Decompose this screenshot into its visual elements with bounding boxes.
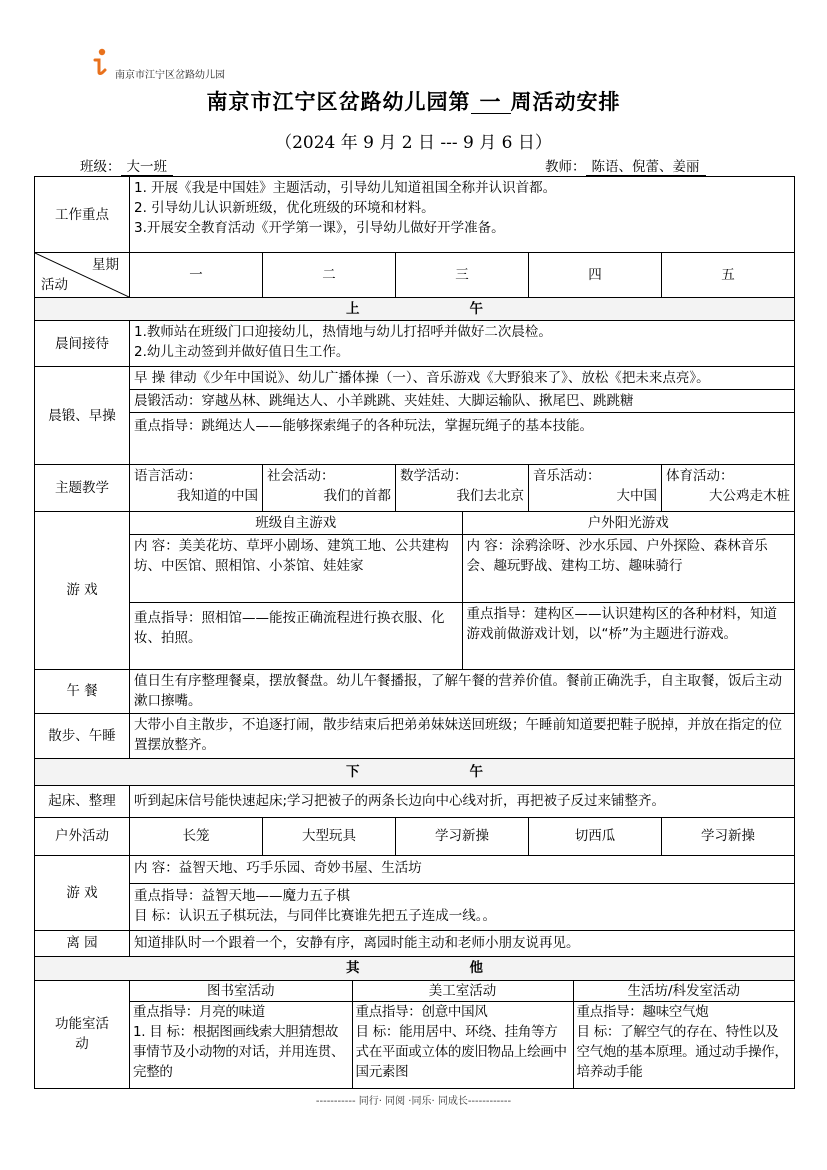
exercise-row (35, 367, 795, 465)
class-games-content: 内 容：美美花坊、草坪小剧场、建筑工地、公共建构坊、中医馆、照相馆、小茶馆、娃娃家 (130, 535, 462, 603)
nap-row (35, 713, 795, 758)
theme-type: 社会活动： (267, 468, 335, 484)
other-bar-cell (35, 956, 795, 980)
theme-type: 数学活动： (400, 468, 468, 484)
weekday-cell: 二 (263, 253, 396, 298)
theme-cell (529, 465, 662, 512)
room-detail (573, 1001, 794, 1088)
schedule-table (34, 176, 795, 1089)
pm-games-guide (130, 883, 794, 928)
theme-label: 主题教学 (35, 465, 130, 512)
bar-left-text: 其 (346, 959, 360, 976)
pm-games-guide-text: 重点指导：益智天地——魔力五子棋 (134, 887, 350, 904)
morning-bar (35, 298, 795, 321)
afternoon-bar-cell (35, 758, 795, 785)
bar-right-text: 他 (469, 959, 483, 976)
exercise-guide-text: 重点指导：跳绳达人——能够探索绳子的各种玩法，掌握玩绳子的基本技能。 (134, 418, 593, 434)
pm-games-goal-text: 目 标：认识五子棋玩法，与同伴比赛谁先把五子连成一线。。 (134, 907, 497, 924)
outdoor-games-guide: 重点指导：建构区——认识建构区的各种材料，知道游戏前做游戏计划，以“桥”为主题进行游戏。 (466, 606, 777, 642)
nap-label: 散步、午睡 (35, 713, 130, 758)
corner-bottom-label: 活动 (41, 277, 68, 293)
outdoor-cell: 学习新操 (396, 817, 529, 855)
nap-content: 大带小自主散步，不追逐打闹，散步结束后把弟弟妹妹送回班级；午睡前知道要把鞋子脱掉，并放在指定的位置摆放整齐。 (130, 713, 795, 758)
pm-games-row (35, 855, 795, 930)
corner-top-label: 星期 (92, 257, 119, 273)
class-games-guide: 重点指导：照相馆——能按正确流程进行换衣服、化妆、拍照。 (130, 603, 462, 669)
weekday-cell: 五 (662, 253, 795, 298)
theme-type: 体育活动： (666, 468, 734, 484)
pm-games-list: 内 容：益智天地、巧手乐园、奇妙书屋、生活坊 (130, 856, 794, 884)
school-name: 南京市江宁区岔路幼儿园 (115, 70, 225, 81)
bar-left-text: 下 (346, 763, 360, 780)
class-games-title: 班级自主游戏 (130, 512, 462, 535)
focus-item: 2. 引导幼儿认识新班级，优化班级的环境和材料。 (134, 200, 435, 216)
games-row (35, 512, 795, 670)
exercise-label: 晨锻、早操 (35, 367, 130, 465)
focus-item: 3.开展安全教育活动《开学第一课》，引导幼儿做好开学准备。 (134, 220, 505, 236)
morning-exercise-text: 早 操 律动《少年中国说》、幼儿广播体操（一）、音乐游戏《大野狼来了》、放松《把未来点亮》。 (130, 367, 794, 390)
room-detail (130, 1001, 352, 1088)
weekday-corner (35, 253, 130, 298)
class-value: 大一班 (121, 155, 174, 176)
class-info (80, 155, 173, 176)
leave-content: 知道排队时一个跟着一个，安静有序，离园时能主动和老师小朋友说再见。 (130, 930, 795, 956)
weekday-cell: 四 (529, 253, 662, 298)
exercise-content (130, 367, 795, 465)
outdoor-cell: 大型玩具 (263, 817, 396, 855)
leave-row (35, 930, 795, 956)
theme-name: 我知道的中国 (177, 488, 258, 504)
outdoor-games-content: 内 容：涂鸦涂呀、沙水乐园、户外探险、森林音乐会、趣玩野战、建构工坊、趣味骑行 (462, 535, 794, 603)
outdoor-cell: 切西瓜 (529, 817, 662, 855)
reception-label: 晨间接待 (35, 321, 130, 367)
title-suffix: 周活动安排 (510, 90, 621, 114)
theme-cell (130, 465, 263, 512)
bar-right-text: 午 (469, 763, 483, 780)
theme-type: 语言活动： (134, 468, 202, 484)
weekday-row (35, 253, 795, 298)
weekday-cell: 一 (130, 253, 263, 298)
weekday-cell: 三 (396, 253, 529, 298)
outdoor-cell: 长笼 (130, 817, 263, 855)
morning-training-text: 晨锻活动：穿越丛林、跳绳达人、小羊跳跳、夹娃娃、大脚运输队、揪尾巴、跳跳糖 (130, 390, 794, 413)
wakeup-label: 起床、整理 (35, 785, 130, 817)
reception-item: 2.幼儿主动签到并做好值日生工作。 (134, 344, 350, 360)
reception-item: 1.教师站在班级门口迎接幼儿，热情地与幼儿打招呼并做好二次晨检。 (134, 324, 552, 340)
room-title: 美工室活动 (352, 981, 573, 1002)
rooms-label: 功能室活动 (35, 980, 130, 1089)
rooms-content (130, 980, 795, 1089)
date-range: （2024 年 9 月 2 日 --- 9 月 6 日） (275, 133, 552, 153)
games-content (130, 512, 795, 670)
pm-games-inner (130, 856, 794, 928)
wakeup-content: 听到起床信号能快速起床;学习把被子的两条长边向中心线对折，再把被子反过来铺整齐。 (130, 785, 795, 817)
outdoor-cell: 学习新操 (662, 817, 795, 855)
games-inner (130, 512, 794, 669)
lunch-row (35, 669, 795, 713)
games-label: 游 戏 (35, 512, 130, 670)
theme-name: 我们去北京 (456, 488, 524, 504)
afternoon-bar (35, 758, 795, 785)
room-goal: 目 标：了解空气的存在、特性以及空气炮的基本原理。通过动手操作，培养动手能 (576, 1023, 788, 1080)
other-bar (35, 956, 795, 980)
theme-name: 大公鸡走木桩 (709, 488, 790, 504)
focus-content (130, 177, 795, 253)
room-goal: 目 标：能用居中、环绕、挂角等方式在平面或立体的废旧物品上绘画中国元素图 (355, 1023, 567, 1080)
focus-label: 工作重点 (35, 177, 130, 253)
room-goal: 1. 目 标：根据图画线索大胆猜想故事情节及小动物的对话，并用连贯、完整的 (133, 1023, 345, 1080)
rooms-inner (130, 981, 794, 1089)
room-guide: 重点指导：趣味空气炮 (576, 1003, 709, 1020)
lunch-content: 值日生有序整理餐桌，摆放餐盘。幼儿午餐播报，了解午餐的营养价值。餐前正确洗手，自主取餐，饭后主动漱口擦嘴。 (130, 669, 795, 713)
theme-name: 我们的首都 (323, 488, 391, 504)
focus-row (35, 177, 795, 253)
room-title: 生活坊/科发室活动 (573, 981, 794, 1002)
teacher-label: 教师： (545, 159, 586, 175)
teacher-info (545, 155, 706, 176)
theme-cell (263, 465, 396, 512)
focus-item: 1. 开展《我是中国娃》主题活动，引导幼儿知道祖国全称并认识首都。 (134, 180, 557, 196)
bar-left-text: 上 (346, 301, 360, 317)
room-guide: 重点指导：创意中国风 (355, 1003, 488, 1020)
week-number: 一 (471, 91, 511, 114)
reception-content (130, 321, 795, 367)
bar-right-text: 午 (469, 301, 483, 317)
leave-label: 离 园 (35, 930, 130, 956)
pm-games-content (130, 855, 795, 930)
room-guide: 重点指导：月亮的味道 (133, 1003, 265, 1020)
theme-type: 音乐活动： (533, 468, 601, 484)
morning-bar-cell (35, 298, 795, 321)
school-logo-icon (90, 48, 110, 76)
rooms-row (35, 980, 795, 1089)
reception-row (35, 321, 795, 367)
exercise-inner (130, 367, 794, 441)
room-detail (352, 1001, 573, 1088)
lunch-label: 午 餐 (35, 669, 130, 713)
outdoor-label: 户外活动 (35, 817, 130, 855)
outdoor-row (35, 817, 795, 855)
page-title (0, 86, 827, 116)
page-footer: ----------- 同行· 同阅 ·同乐· 同成长------------ (315, 1096, 512, 1107)
theme-name: 大中国 (616, 488, 657, 504)
wakeup-row (35, 785, 795, 817)
title-prefix: 南京市江宁区岔路幼儿园第 (206, 90, 471, 114)
theme-cell (662, 465, 795, 512)
outdoor-games-title: 户外阳光游戏 (462, 512, 794, 535)
teacher-value: 陈语、倪蕾、姜丽 (586, 155, 706, 176)
theme-row (35, 465, 795, 512)
room-title: 图书室活动 (130, 981, 352, 1002)
class-label: 班级： (80, 159, 121, 175)
theme-cell (396, 465, 529, 512)
pm-games-label: 游 戏 (35, 855, 130, 930)
